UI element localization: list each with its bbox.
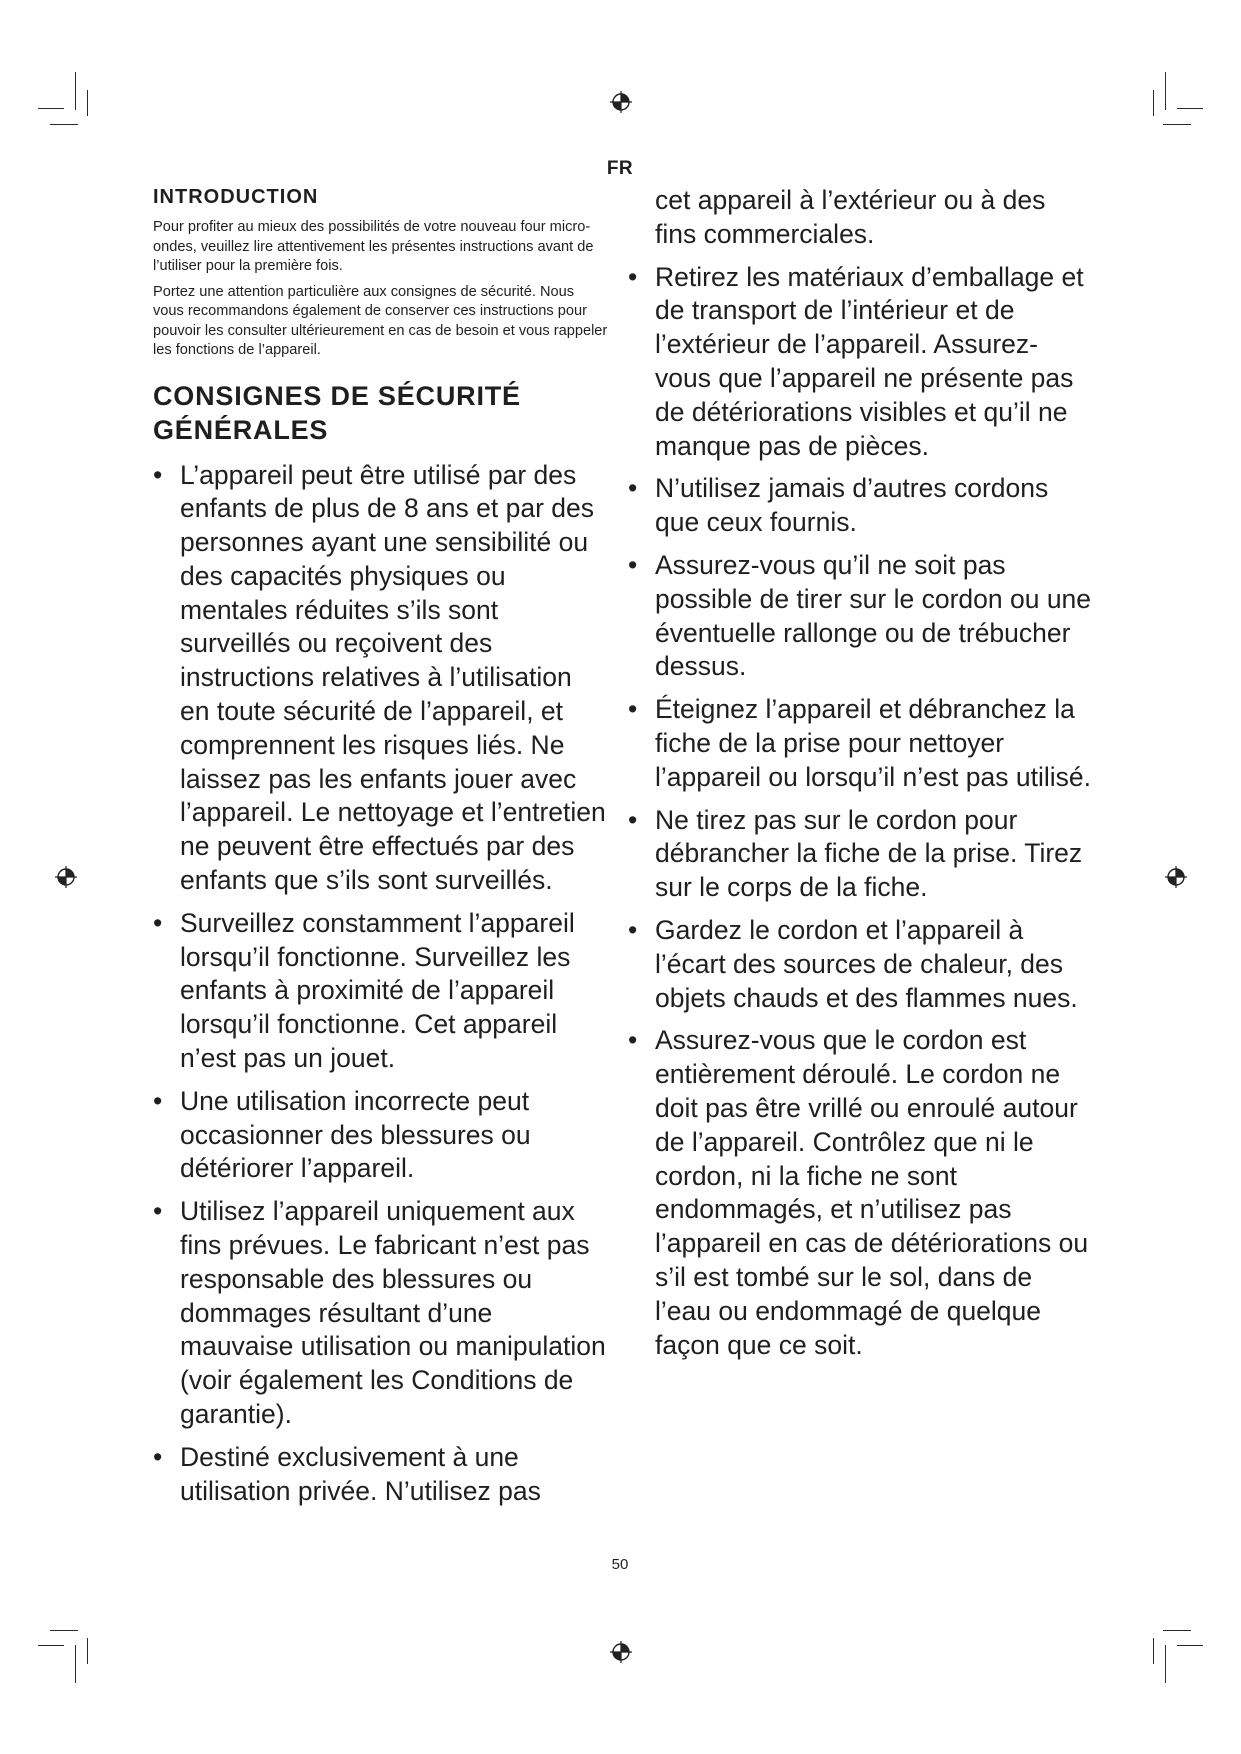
- crop-mark: [75, 1645, 76, 1683]
- safety-list-right: [622, 261, 1092, 1363]
- registration-mark-icon: [1165, 866, 1187, 888]
- bullet-icon: •: [153, 1085, 163, 1116]
- language-code: FR: [606, 158, 634, 179]
- crop-mark: [1163, 1630, 1191, 1631]
- registration-mark-icon: [610, 1641, 632, 1663]
- list-item-text: Destiné exclusivement à une utilisation privée. N’utilisez pas: [180, 1441, 541, 1506]
- bullet-icon: •: [153, 907, 163, 938]
- bullet-icon: •: [153, 1196, 163, 1227]
- list-item: [622, 1024, 1092, 1362]
- bullet-icon: •: [628, 914, 638, 945]
- list-item-text: Assurez-vous que le cordon est entièrement déroulé. Le cordon ne doit pas être vrillé ou enroulé autour de l’appareil. Contrôlez que ni le cordon, ni la fiche ne sont endommagés, et n’utilisez pas l’appareil en cas de détériorations ou s’il est tombé sur le sol, dans de l’eau ou endommagé de quelque façon que ce soit.: [655, 1025, 1089, 1360]
- list-item: [153, 1195, 608, 1432]
- list-item-text: Éteignez l’appareil et débranchez la fiche de la prise pour nettoyer l’appareil ou lorsqu’il n’est pas utilisé.: [655, 694, 1092, 792]
- bullet-icon: •: [628, 473, 638, 504]
- crop-mark: [1177, 108, 1203, 109]
- list-item-text: Surveillez constamment l’appareil lorsqu’il fonctionne. Surveillez les enfants à proximité de l’appareil lorsqu’il fonctionne. Cet appareil n’est pas un jouet.: [180, 907, 575, 1074]
- section-heading: [153, 379, 608, 447]
- list-item: [153, 1085, 608, 1186]
- crop-mark: [38, 108, 64, 109]
- list-item-text: Ne tirez pas sur le cordon pour débrancher la fiche de la prise. Tirez sur le corps de la fiche.: [655, 804, 1083, 903]
- bullet-icon: •: [153, 1441, 163, 1472]
- section-heading-line: CONSIGNES DE SÉCURITÉ: [153, 380, 521, 411]
- list-item: [622, 472, 1092, 540]
- crop-mark: [50, 1630, 78, 1631]
- list-item-continuation: cet appareil à l’extérieur ou à des fins commerciales.: [655, 185, 1046, 249]
- list-item: [622, 261, 1092, 464]
- list-item: [622, 693, 1092, 794]
- intro-heading: INTRODUCTION: [153, 186, 319, 208]
- crop-mark: [75, 72, 76, 110]
- intro-paragraph: Pour profiter au mieux des possibilités de votre nouveau four micro-ondes, veuillez lire attentivement les présentes instructions avant de l’utiliser pour la première fois.: [153, 219, 594, 274]
- page-number: 50: [611, 1556, 629, 1573]
- bullet-icon: •: [153, 459, 163, 490]
- list-item-text: N’utilisez jamais d’autres cordons que ceux fournis.: [655, 473, 1049, 538]
- crop-mark: [1163, 124, 1191, 125]
- list-item: [153, 907, 608, 1076]
- crop-mark: [50, 124, 78, 125]
- list-item-text: L’appareil peut être utilisé par des enfants de plus de 8 ans et par des personnes ayant une sensibilité ou des capacités physiques ou mentales réduites s’ils sont surveillés ou reçoivent des instructions relatives à l’utilisation en toute sécurité de l’appareil, et comprennent les risques liés. Ne laissez pas les enfants jouer avec l’appareil. Le nettoyage et l’entretien ne peuvent être effectués par des enfants que s’ils sont surveillés.: [180, 459, 606, 896]
- list-item-text: Gardez le cordon et l’appareil à l’écart des sources de chaleur, des objets chauds et des flammes nues.: [655, 914, 1078, 1013]
- crop-mark: [38, 1645, 64, 1646]
- list-item-text: Une utilisation incorrecte peut occasionner des blessures ou détériorer l’appareil.: [180, 1085, 531, 1184]
- right-column: [622, 184, 1092, 1371]
- list-item-text: Retirez les matériaux d’emballage et de transport de l’intérieur et de l’extérieur de l’appareil. Assurez-vous que l’appareil ne présente pas de détériorations visibles et qu’il ne manque pas de pièces.: [655, 261, 1084, 461]
- bullet-icon: •: [628, 804, 638, 835]
- safety-list-left: [153, 459, 608, 1509]
- crop-mark: [87, 1638, 88, 1664]
- crop-mark: [1165, 1645, 1166, 1683]
- crop-mark: [87, 90, 88, 116]
- list-item: [622, 549, 1092, 684]
- bullet-icon: •: [628, 261, 638, 292]
- registration-mark-icon: [55, 866, 77, 888]
- list-item-text: Assurez-vous qu’il ne soit pas possible de tirer sur le cordon ou une éventuelle rallonge ou de trébucher dessus.: [655, 549, 1092, 682]
- crop-mark: [1165, 72, 1166, 110]
- crop-mark: [1153, 90, 1154, 116]
- bullet-icon: •: [628, 1025, 638, 1056]
- left-column: [153, 184, 608, 1517]
- bullet-icon: •: [628, 549, 638, 580]
- list-item: [622, 804, 1092, 905]
- crop-mark: [1153, 1638, 1154, 1664]
- list-item: [622, 914, 1092, 1015]
- crop-mark: [1177, 1645, 1203, 1646]
- bullet-icon: •: [628, 694, 638, 725]
- list-item: [153, 459, 608, 898]
- list-item-text: Utilisez l’appareil uniquement aux fins prévues. Le fabricant n’est pas responsable des blessures ou dommages résultant d’une mauvaise utilisation ou manipulation (voir également les Conditions de garantie).: [180, 1196, 606, 1430]
- section-heading-line: GÉNÉRALES: [153, 414, 329, 445]
- intro-paragraph: Portez une attention particulière aux consignes de sécurité. Nous vous recommandons également de conserver ces instructions pour pouvoir les consulter ultérieurement en cas de besoin et vous rappeler les fonctions de l’appareil.: [153, 283, 608, 358]
- list-item: [153, 1441, 608, 1509]
- registration-mark-icon: [610, 91, 632, 113]
